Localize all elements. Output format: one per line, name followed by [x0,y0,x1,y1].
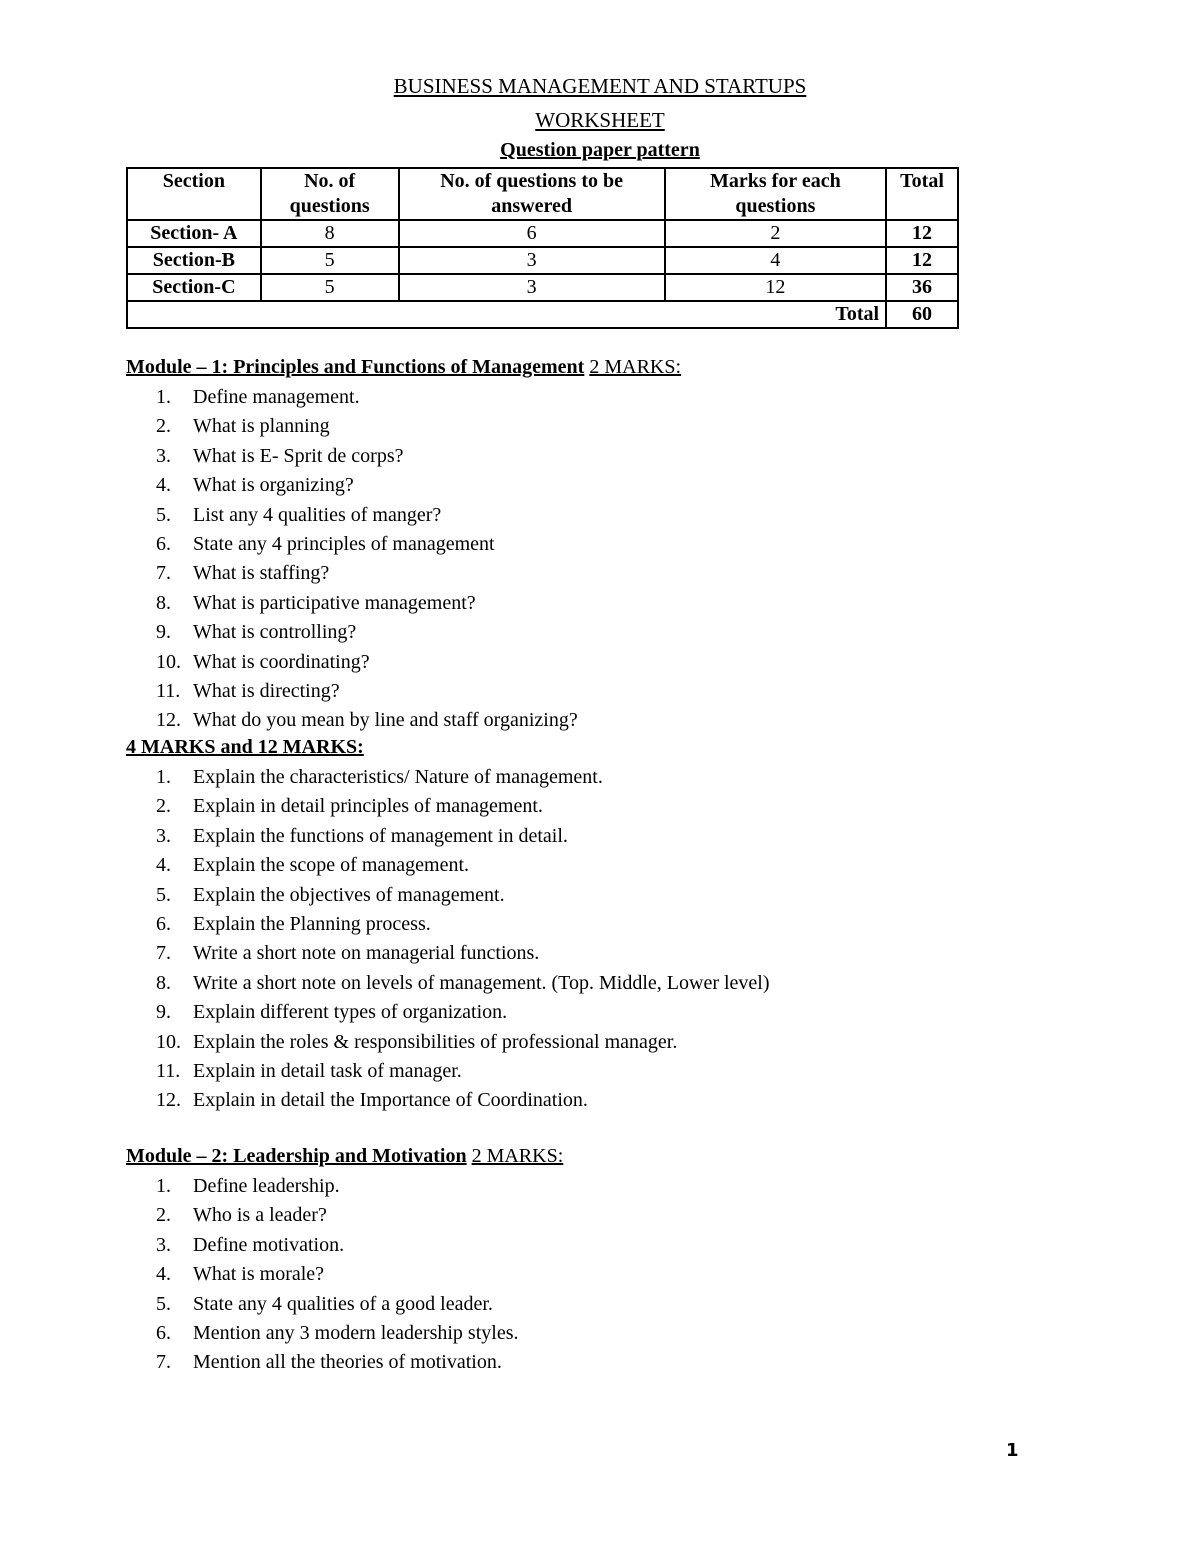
question-text: Explain the Planning process. [193,912,431,935]
marks-cell: 12 [665,274,886,301]
question-item [126,851,770,880]
question-number: 3. [156,1233,171,1256]
total-cell: 12 [886,247,958,274]
question-text: What is controlling? [193,621,357,644]
question-item [126,1028,770,1057]
marks-cell: 4 [665,247,886,274]
header-cell: Section [127,168,261,220]
question-item [126,1086,770,1115]
question-item [126,910,770,939]
question-item [126,559,578,588]
question-number: 6. [156,912,171,935]
question-text: Explain in detail task of manager. [193,1059,462,1082]
table-row [127,274,958,301]
question-item [126,501,578,530]
question-item [126,998,770,1027]
question-number: 3. [156,444,171,467]
question-item [126,1290,519,1319]
question-item [126,1231,519,1260]
module-1-long-heading [126,736,364,759]
question-item [126,792,770,821]
question-item [126,1172,519,1201]
question-text: Mention all the theories of motivation. [193,1351,502,1374]
question-number: 12. [156,1089,181,1112]
question-item [126,618,578,647]
question-text: Write a short note on managerial functions. [193,942,540,965]
answered-cell: 6 [399,220,665,247]
question-item [126,1348,519,1377]
question-number: 1. [156,766,171,788]
question-text: What is organizing? [193,474,354,497]
table-row [127,220,958,247]
question-number: 6. [156,1321,171,1344]
question-item [126,412,578,441]
question-number: 2. [156,795,171,818]
question-number: 4. [156,474,171,497]
question-text: What is coordinating? [193,650,370,673]
question-item [126,822,770,851]
question-text: What do you mean by line and staff organizing? [193,709,578,732]
question-text: State any 4 principles of management [193,532,495,555]
question-number: 1. [156,386,171,408]
question-text: Define leadership. [193,1175,340,1197]
question-number: 7. [156,1351,171,1374]
document-title: BUSINESS MANAGEMENT AND STARTUPS [393,74,807,98]
page-number: 1 [1006,1440,1019,1461]
module-2-title: Module – 2: Leadership and Motivation [126,1145,467,1167]
question-number: 8. [156,971,171,994]
question-text: Who is a leader? [193,1204,327,1227]
question-item [126,648,578,677]
table-total-row [127,301,958,328]
module-1-long-questions [126,763,770,1116]
document-subtitle: WORKSHEET [535,108,665,132]
question-text: Write a short note on levels of management. (Top. Middle, Lower level) [193,971,770,994]
question-text: State any 4 qualities of a good leader. [193,1292,493,1315]
question-text: What is planning [193,415,330,438]
section-cell: Section-B [127,247,261,274]
question-item [126,677,578,706]
question-item [126,1201,519,1230]
question-number: 12. [156,709,181,732]
question-text: Explain the roles & responsibilities of professional manager. [193,1030,678,1053]
question-pattern-table [126,167,959,329]
question-number: 2. [156,1204,171,1227]
question-text: Define motivation. [193,1233,345,1256]
question-item [126,383,578,412]
question-number: 5. [156,883,171,906]
table-header-row [127,168,958,220]
num-cell: 5 [261,274,399,301]
module-2-heading [126,1145,563,1168]
question-item [126,471,578,500]
question-item [126,589,578,618]
question-number: 2. [156,415,171,438]
question-text: Explain the scope of management. [193,854,470,877]
question-text: List any 4 qualities of manger? [193,503,442,526]
question-text: Mention any 3 modern leadership styles. [193,1321,519,1344]
question-text: Explain the characteristics/ Nature of management. [193,766,603,788]
marks-cell: 2 [665,220,886,247]
module-1-title: Module – 1: Principles and Functions of Management [126,356,585,378]
question-item [126,1260,519,1289]
question-text: Define management. [193,386,360,408]
question-number: 11. [156,679,181,702]
question-item [126,530,578,559]
question-item [126,1319,519,1348]
question-item [126,706,578,735]
question-text: What is staffing? [193,562,330,585]
question-item [126,881,770,910]
table-row [127,247,958,274]
question-number: 7. [156,942,171,965]
question-number: 9. [156,621,171,644]
question-text: What is directing? [193,679,340,702]
question-number: 11. [156,1059,181,1082]
header-cell: No. of questions [261,168,399,220]
question-text: Explain the functions of management in detail. [193,824,568,847]
total-label: Total [127,301,886,328]
question-text: Explain different types of organization. [193,1001,508,1024]
question-text: Explain in detail the Importance of Coordination. [193,1089,588,1112]
header-cell: Marks for each questions [665,168,886,220]
num-cell: 8 [261,220,399,247]
question-number: 5. [156,1292,171,1315]
question-number: 8. [156,591,171,614]
answered-cell: 3 [399,274,665,301]
question-number: 9. [156,1001,171,1024]
module-2-two-mark-questions [126,1172,519,1378]
question-text: Explain the objectives of management. [193,883,505,906]
module-2-marks-label: 2 MARKS: [471,1145,564,1167]
module-1-heading [126,356,681,379]
question-number: 1. [156,1175,171,1197]
total-cell: 12 [886,220,958,247]
question-number: 7. [156,562,171,585]
question-item [126,763,770,792]
answered-cell: 3 [399,247,665,274]
section-cell: Section- A [127,220,261,247]
header-cell: Total [886,168,958,220]
module-1-two-mark-questions [126,383,578,736]
question-number: 6. [156,532,171,555]
total-cell: 36 [886,274,958,301]
question-number: 10. [156,1030,181,1053]
grand-total: 60 [886,301,958,328]
question-number: 4. [156,854,171,877]
num-cell: 5 [261,247,399,274]
question-item [126,442,578,471]
question-number: 10. [156,650,181,673]
question-item [126,1057,770,1086]
pattern-title: Question paper pattern [500,139,700,161]
question-number: 4. [156,1263,171,1286]
section-cell: Section-C [127,274,261,301]
question-item [126,969,770,998]
question-number: 5. [156,503,171,526]
question-item [126,939,770,968]
header-cell: No. of questions to be answered [399,168,665,220]
question-text: Explain in detail principles of management. [193,795,543,818]
question-text: What is E- Sprit de corps? [193,444,404,467]
question-text: What is morale? [193,1263,325,1286]
module-1-marks-label: 2 MARKS: [589,356,682,378]
long-marks-label: 4 MARKS and 12 MARKS: [126,736,364,758]
question-number: 3. [156,824,171,847]
question-text: What is participative management? [193,591,476,614]
